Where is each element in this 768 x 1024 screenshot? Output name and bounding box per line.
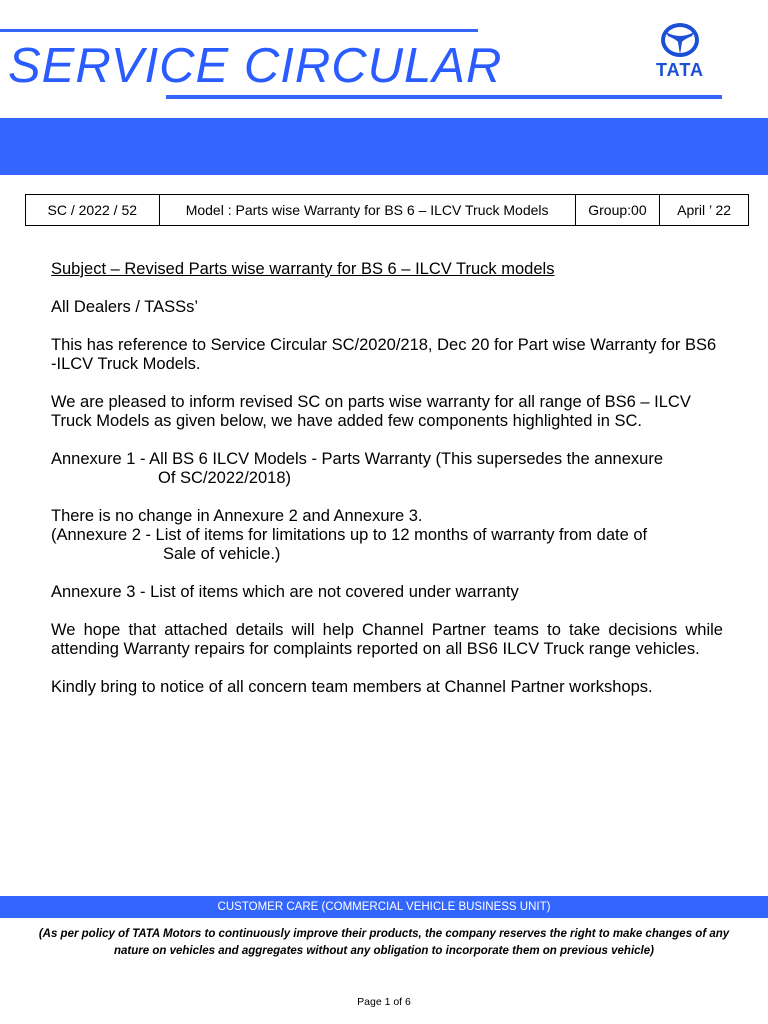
circular-info-table bbox=[25, 194, 749, 226]
tata-emblem-icon bbox=[659, 20, 701, 60]
annexure-1-label: Annexure 1 bbox=[51, 450, 136, 468]
circular-body bbox=[51, 260, 723, 697]
page-title: SERVICE CIRCULAR bbox=[8, 39, 503, 93]
header-blue-band bbox=[0, 118, 768, 175]
footer-disclaimer: (As per policy of TATA Motors to continuously improve their products, the company reserves the right to make changes of any nature on vehicles and aggregates without any obligation to incorporate them on previous vehicle) bbox=[38, 928, 730, 957]
annexure-1-text: - All BS 6 ILCV Models - Parts Warranty (This supersedes the annexure bbox=[135, 450, 664, 468]
salutation: All Dealers / TASSs’ bbox=[51, 298, 199, 316]
title-underline-rule bbox=[166, 95, 722, 99]
annexure-1 bbox=[51, 450, 723, 469]
annexure-2-text: - List of items for limitations up to 12 months of warranty from date of bbox=[140, 526, 648, 544]
tata-logo bbox=[640, 14, 737, 82]
table-row bbox=[26, 195, 749, 226]
page-number: Page 1 of 6 bbox=[357, 996, 411, 1008]
paragraph-revision: We are pleased to inform revised SC on parts wise warranty for all range of BS6 – ILCV Truck Models as given below, we have added few components highlighted in SC. bbox=[51, 393, 691, 430]
circular-group: Group:00 bbox=[575, 195, 660, 226]
paragraph-notice: Kindly bring to notice of all concern team members at Channel Partner workshops. bbox=[51, 678, 653, 696]
annexure-2 bbox=[51, 526, 723, 545]
subject-line: Subject – Revised Parts wise warranty for BS 6 – ILCV Truck models bbox=[51, 260, 555, 278]
tata-logo-text: TATA bbox=[656, 60, 704, 80]
circular-number: SC / 2022 / 52 bbox=[26, 195, 160, 226]
circular-model: Model : Parts wise Warranty for BS 6 – ILCV Truck Models bbox=[159, 195, 575, 226]
paragraph-reference: This has reference to Service Circular SC/2020/218, Dec 20 for Part wise Warranty for BS6 -ILCV Truck Models. bbox=[51, 336, 717, 373]
paragraph-hope: We hope that attached details will help Channel Partner teams to take decisions while attending Warranty repairs for complaints reported on all BS6 ILCV Truck range vehicles. bbox=[51, 621, 723, 658]
annexure-1-continuation: Of SC/2022/2018) bbox=[158, 469, 291, 487]
annexure-2-label: (Annexure 2 bbox=[51, 526, 141, 544]
header-top-rule bbox=[0, 29, 478, 32]
annexure-3-text: - List of items which are not covered under warranty bbox=[135, 583, 519, 601]
no-change-note: There is no change in Annexure 2 and Annexure 3. bbox=[51, 507, 423, 525]
footer-band: CUSTOMER CARE (COMMERCIAL VEHICLE BUSINESS UNIT) bbox=[0, 896, 768, 918]
annexure-2-continuation: Sale of vehicle.) bbox=[163, 545, 281, 563]
annexure-3-label: Annexure 3 bbox=[51, 583, 136, 601]
annexure-3 bbox=[51, 583, 723, 602]
circular-date: April ’ 22 bbox=[660, 195, 749, 226]
